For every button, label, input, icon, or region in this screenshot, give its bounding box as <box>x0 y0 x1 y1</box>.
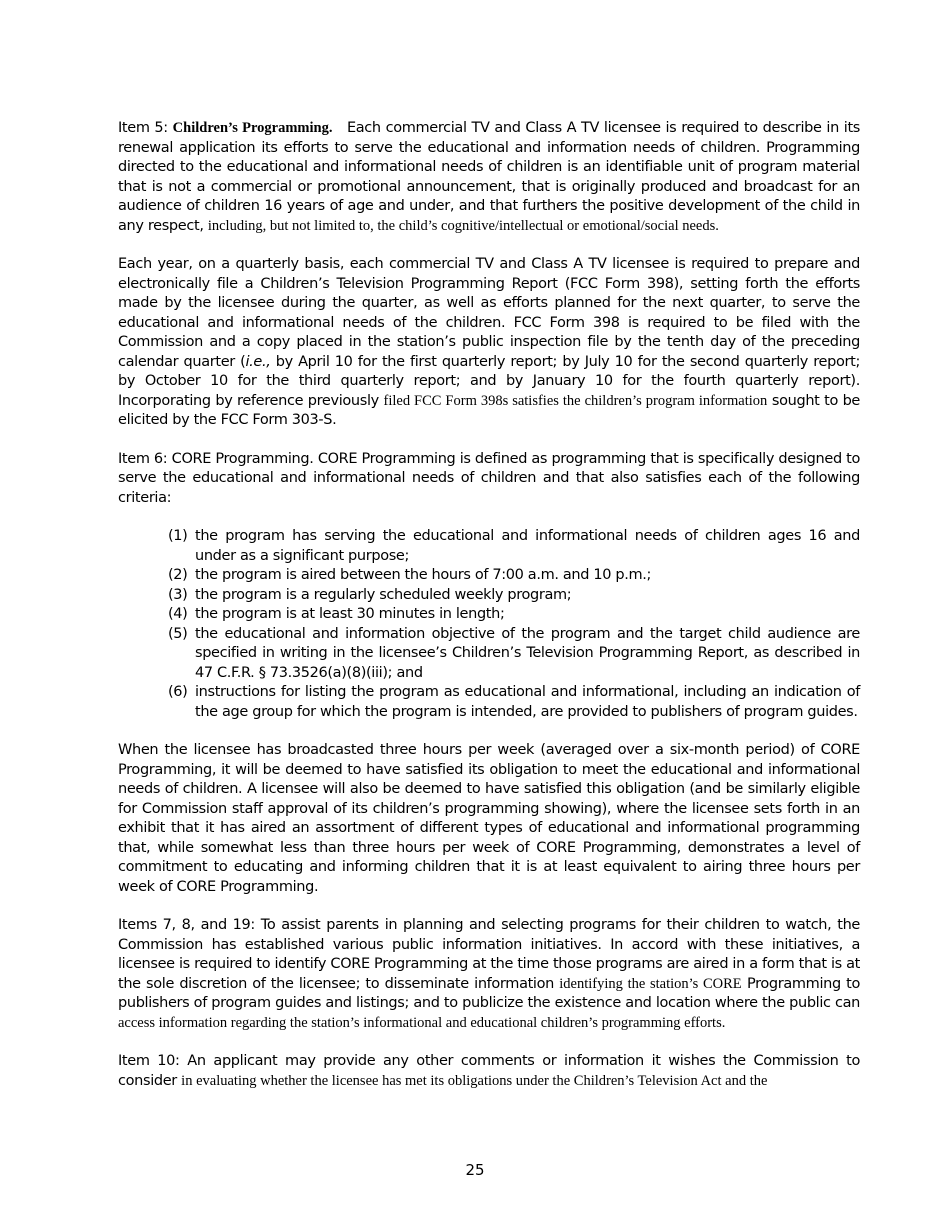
item10-paragraph <box>118 1052 860 1091</box>
item6-paragraph <box>118 450 860 509</box>
list-item-number: (6) <box>168 684 188 700</box>
list-item-text: the program has serving the educational and informational needs of children ages 16 and under as a significant purpose; <box>195 528 860 564</box>
item6-body: CORE Programming is defined as programming that is specifically designed to serve the educational and informational needs of children and that also satisfies each of the following criteria: <box>118 450 860 506</box>
quarterly-text-a: Each year, on a quarterly basis, each commercial TV and Class A TV licensee is required to prepare and electronically file a Children’s Television Programming Report (FCC Form 398), setting forth the efforts made by the licensee during the quarter, as well as efforts planned for the next quarter, to serve the educational and informational needs of the children. FCC Form 398 is required to be filed with the Commission and a copy placed in the station’s public inspection file by the tenth day of the preceding calendar quarter ( <box>118 256 860 370</box>
list-item <box>168 605 860 625</box>
quarterly-text-d: sought to be elicited by the FCC Form 303-S. <box>118 392 861 428</box>
items-7-8-19-text-c: Programming to publishers of program guides and listings; and to publicize the existence and location where the public can <box>118 975 860 1011</box>
list-item <box>168 566 860 586</box>
item5-paragraph <box>118 119 860 236</box>
list-item-number: (2) <box>168 567 188 583</box>
quarterly-text-c: filed FCC Form 398s satisfies the children’s program information <box>383 392 768 409</box>
item5-body-tail: including, but not limited to, the child’s cognitive/intellectual or emotional/social needs. <box>207 217 719 234</box>
items-7-8-19-text-a: Items 7, 8, and 19: To assist parents in planning and selecting programs for their children to watch, the Commission has established various public information initiatives. In accord with these initiatives, a licensee is required to identify CORE Programming at the time those programs are aired in a form that is at the sole discretion of the licensee; to disseminate information <box>118 917 860 992</box>
core-hours-paragraph <box>118 741 860 897</box>
items-7-8-19-paragraph <box>118 916 860 1033</box>
item6-label: Item 6: CORE Programming. <box>118 450 314 467</box>
quarterly-text-b: by April 10 for the first quarterly report; by July 10 for the second quarterly report; by October 10 for the third quarterly report; and by January 10 for the fourth quarterly report). Incorporating by reference previously <box>118 353 860 409</box>
list-item-number: (1) <box>168 528 188 544</box>
item5-body: Each commercial TV and Class A TV licensee is required to describe in its renewal application its efforts to serve the educational and information needs of children. Programming directed to the educational and informational needs of children is an identifiable unit of program material that is not a commercial or promotional announcement, that is originally produced and broadcast for an audience of children 16 years of age and under, and that furthers the positive development of the child in any respect, <box>118 120 860 234</box>
page-number: 25 <box>465 1161 485 1179</box>
list-item-text: the program is aired between the hours of 7:00 a.m. and 10 p.m.; <box>195 567 652 583</box>
core-hours-text: When the licensee has broadcasted three hours per week (averaged over a six-month period) of CORE Programming, it will be deemed to have satisfied its obligation to meet the educational and informational needs of children. A licensee will also be deemed to have satisfied this obligation (and be similarly eligible for Commission staff approval of its children’s programming showing), where the licensee sets forth in an exhibit that it has aired an assortment of different types of educational and informational programming that, while somewhat less than three hours per week of CORE Programming, demonstrates a level of commitment to educating and informing children that it is at least equivalent to airing three hours per week of CORE Programming. <box>118 742 860 895</box>
list-item-number: (3) <box>168 586 188 603</box>
list-item <box>168 625 860 684</box>
list-item-text: the program is a regularly scheduled weekly program; <box>195 586 572 603</box>
core-criteria-list <box>118 527 860 722</box>
item10-text-a: Item 10: An applicant may provide any other comments or information it wishes the Commission to consider <box>118 1053 860 1089</box>
list-item-number: (4) <box>168 606 188 622</box>
list-item <box>168 586 860 606</box>
list-item <box>168 527 860 566</box>
quarterly-report-paragraph <box>118 255 860 431</box>
list-item-text: instructions for listing the program as educational and informational, including an indication of the age group for which the program is intended, are provided to publishers of program guides. <box>195 684 860 720</box>
list-item-text: the educational and information objective of the program and the target child audience are specified in writing in the licensee’s Children’s Television Programming Report, as described in 47 C.F.R. § 73.3526(a)(8)(iii); and <box>195 625 860 681</box>
item10-text-b: in evaluating whether the licensee has met its obligations under the Children’s Television Act and the <box>181 1072 768 1089</box>
item5-title: Children’s Programming. <box>172 120 333 136</box>
items-7-8-19-text-b: identifying the station’s CORE <box>559 975 742 992</box>
quarterly-ie: i.e., <box>245 353 271 370</box>
list-item-text: the program is at least 30 minutes in length; <box>195 606 505 622</box>
list-item-number: (5) <box>168 625 188 642</box>
list-item <box>168 683 860 722</box>
items-7-8-19-text-d: access information regarding the station’s informational and educational children’s programming efforts. <box>118 1014 726 1031</box>
item5-label: Item 5: <box>118 120 168 136</box>
document-page <box>118 119 860 1110</box>
